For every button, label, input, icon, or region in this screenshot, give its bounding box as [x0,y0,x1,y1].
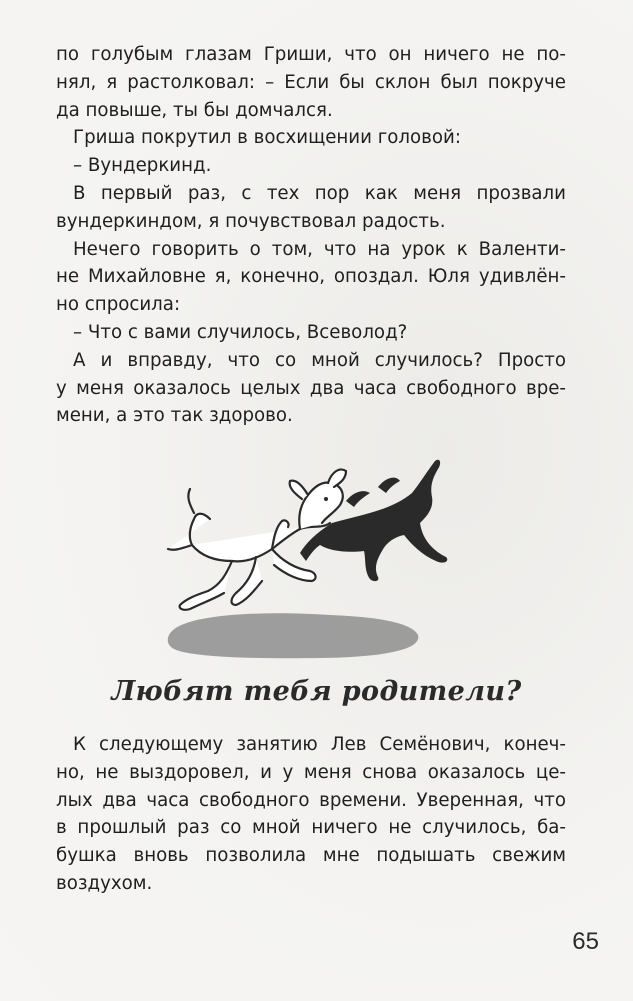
text-line: нял, я растолковал: – Если бы склон был покруче [56,71,566,93]
body-text-lower [56,731,566,898]
text-line: – Вундеркинд. [73,155,212,177]
text-line: А и вправду, что со мной случилось? Просто [73,349,566,371]
text-line: мени, а это так здорово. [56,405,293,427]
text-line: бушка вновь позволила мне подышать свежим [56,845,566,867]
dogs-illustration [150,453,460,668]
text-line: у меня оказалось целых два часа свободного вре- [56,377,566,399]
text-line: – Что с вами случилось, Всеволод? [73,321,408,343]
text-line: но, не выздоровел, и у меня снова оказалось це- [56,761,566,783]
page-number: 65 [572,928,599,955]
text-line: вундеркиндом, я почувствовал радость. [56,210,446,232]
text-line: Нечего говорить о том, что на урок к Валенти- [73,238,566,260]
text-line: не Михайловне я, конечно, опоздал. Юля удивлён- [56,266,566,288]
text-line: воздухом. [56,872,153,894]
text-line: В первый раз, с тех пор как меня прозвали [73,182,566,204]
text-line: К следующему занятию Лев Семёнович, конеч- [73,734,566,755]
text-line: лых два часа свободного времени. Уверенная, что [56,789,566,811]
ground-shadow [168,613,419,658]
text-line: Гриша покрутил в восхищении головой: [73,127,461,149]
text-line: по голубым глазам Гриши, что он ничего не по- [56,44,566,65]
text-line: в прошлый раз со мной ничего не случилось, ба- [56,817,566,839]
body-text-upper [56,41,566,430]
text-line: но спросила: [56,294,181,316]
chapter-title: Любят тебя родители? [111,676,522,707]
text-line: да повыше, ты бы домчался. [56,99,333,121]
